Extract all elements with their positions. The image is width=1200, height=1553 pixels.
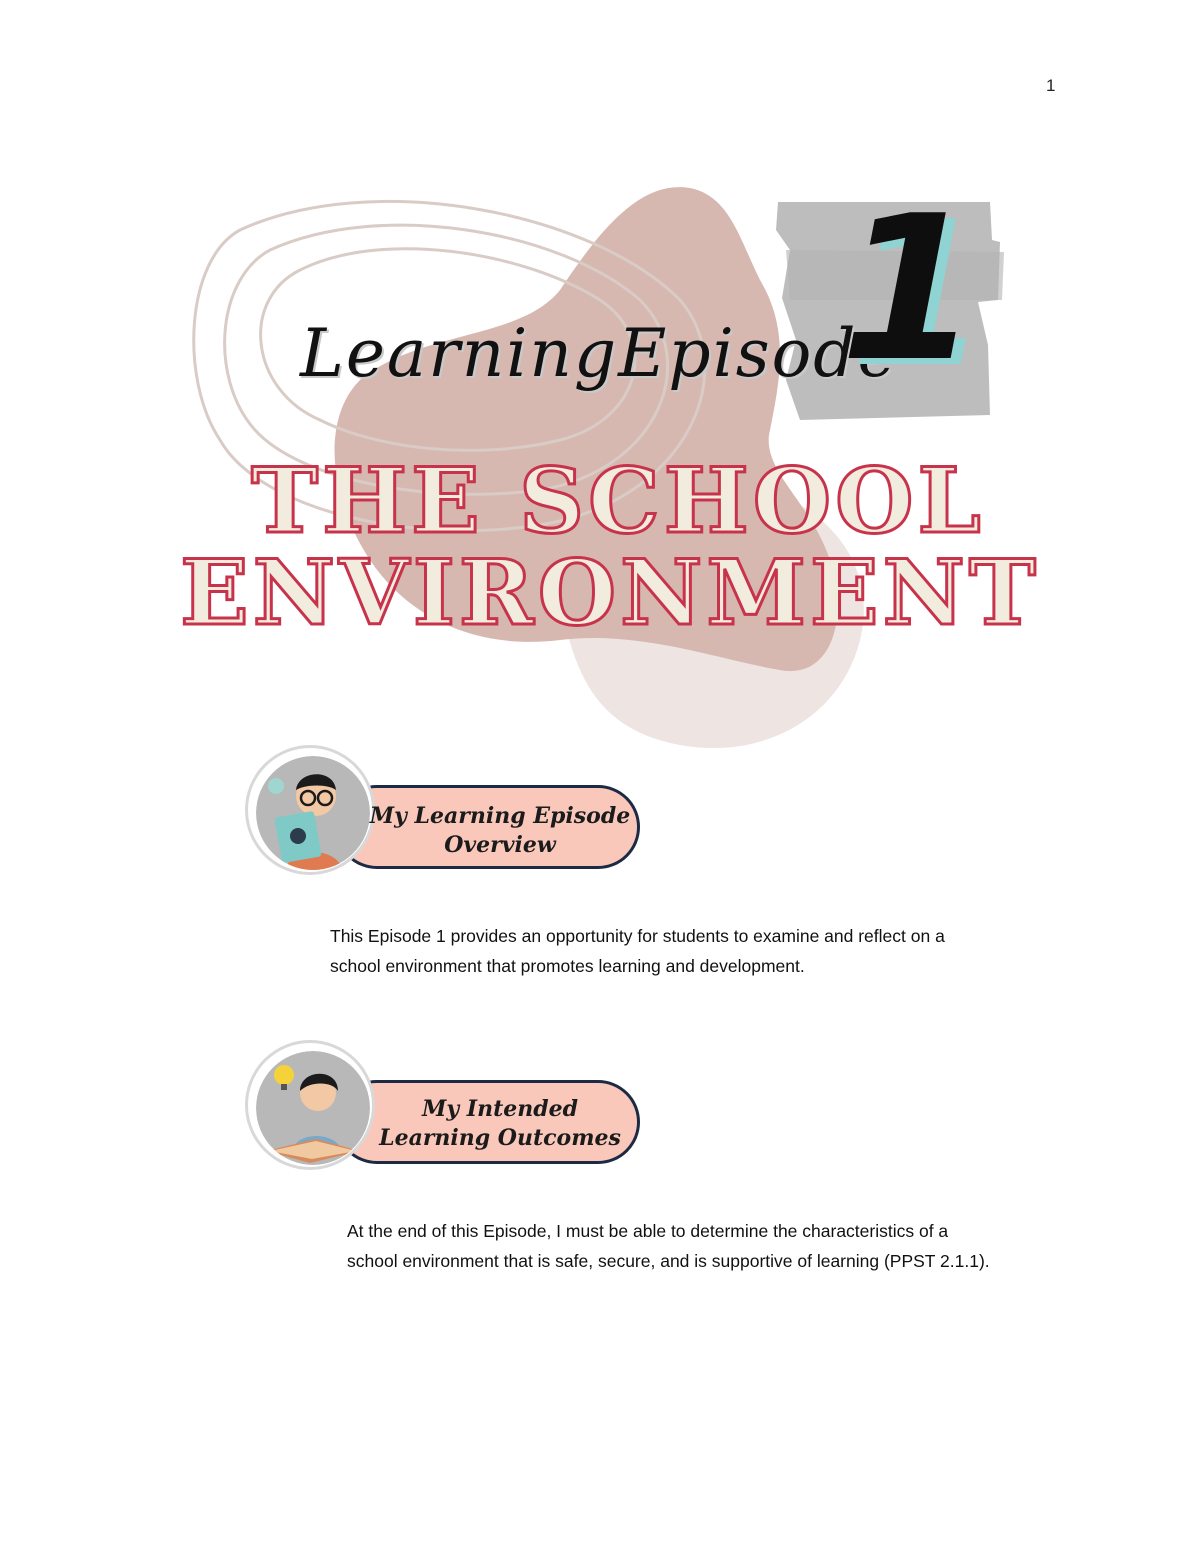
episode-number: 1 <box>840 173 980 406</box>
overview-label-line-1: My Learning Episode <box>369 803 631 829</box>
idea-student-icon <box>256 1051 370 1165</box>
episode-script-heading: LearningEpisode <box>300 315 899 392</box>
outcomes-label-line-2: Learning Outcomes <box>379 1125 621 1151</box>
title-line-2: ENVIRONMENT <box>180 540 1040 646</box>
outcomes-banner <box>245 1040 645 1170</box>
overview-label-line-2: Overview <box>444 832 556 858</box>
outcomes-avatar-ring <box>245 1040 375 1170</box>
page-number: 1 <box>1046 76 1056 95</box>
overview-body-line-2: school environment that promotes learning and development. <box>330 956 805 976</box>
title-line-1: THE SCHOOL <box>251 448 985 554</box>
outcomes-body-line-1: At the end of this Episode, I must be able to determine the characteristics of a <box>347 1221 949 1241</box>
overview-banner <box>245 745 645 875</box>
overview-body-line-1: This Episode 1 provides an opportunity for students to examine and reflect on a <box>330 926 945 946</box>
outcomes-label-line-1: My Intended <box>422 1096 578 1122</box>
outcomes-body-line-2: school environment that is safe, secure, and is supportive of learning (PPST 2.1.1). <box>347 1251 990 1271</box>
reading-student-icon <box>256 756 370 870</box>
overview-avatar-ring <box>245 745 375 875</box>
